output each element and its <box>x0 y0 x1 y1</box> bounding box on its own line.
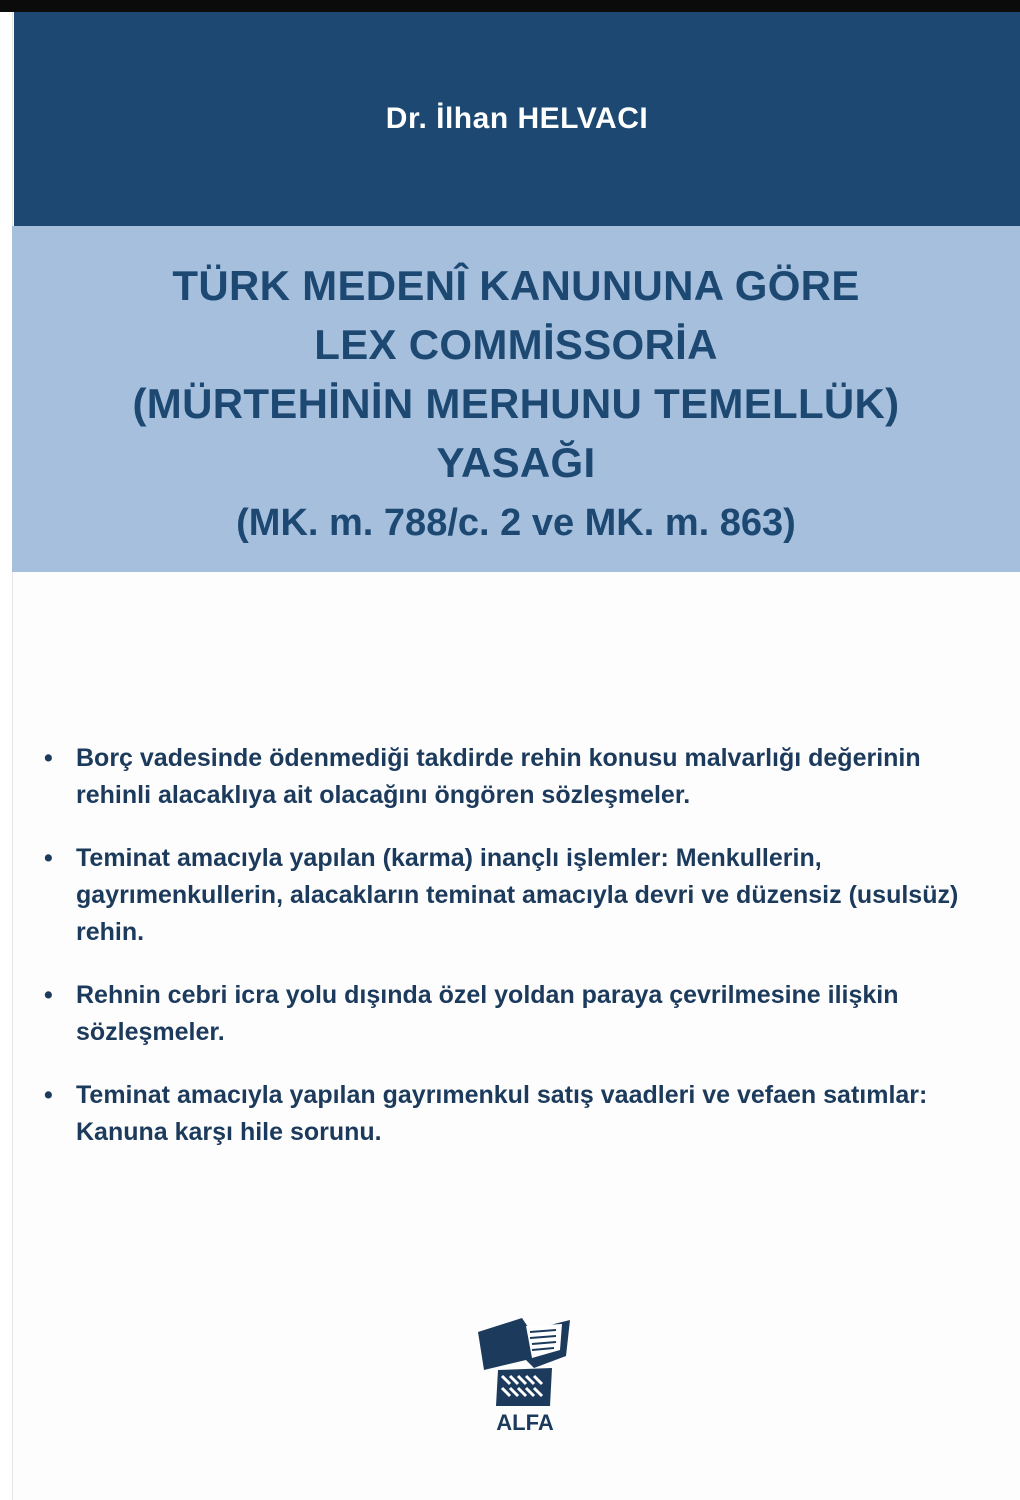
author-name: Dr. İlhan HELVACI <box>385 102 649 135</box>
title-line-2: LEX COMMİSSORİA <box>314 321 718 368</box>
topic-item <box>40 840 1000 951</box>
topic-text: Borç vadesinde ödenmediği takdirde rehin konusu malvarlığı değerinin rehinli alacaklıya ait olacağını öngören sözleşmeler. <box>76 744 921 809</box>
publisher-name: ALFA <box>496 1410 554 1435</box>
topic-item <box>40 977 1000 1051</box>
publisher-logo <box>470 1310 580 1440</box>
bullet-icon: • <box>44 744 53 772</box>
title-band <box>12 226 1020 572</box>
topic-text: Teminat amacıyla yapılan gayrımenkul satış vaadleri ve vefaen satımlar: Kanuna karşı hile sorunu. <box>76 1081 928 1146</box>
author-band <box>14 12 1020 226</box>
book-subtitle: (MK. m. 788/c. 2 ve MK. m. 863) <box>236 502 796 544</box>
bullet-icon: • <box>44 981 53 1009</box>
topic-text: Teminat amacıyla yapılan (karma) inançlı işlemler: Menkullerin, gayrımenkullerin, alacakların teminat amacıyla devri ve düzensiz (usulsüz) rehin. <box>76 844 959 946</box>
topic-item <box>40 740 1000 814</box>
open-book-bird-icon <box>470 1310 580 1410</box>
topic-item <box>40 1077 1000 1151</box>
cover-top-edge <box>0 0 1020 12</box>
bullet-icon: • <box>44 1081 53 1109</box>
book-title <box>12 256 1020 552</box>
topic-text: Rehnin cebri icra yolu dışında özel yoldan paraya çevrilmesine ilişkin sözleşmeler. <box>76 981 899 1046</box>
title-line-1: TÜRK MEDENÎ KANUNUNA GÖRE <box>172 262 860 309</box>
title-line-4: YASAĞI <box>436 439 596 486</box>
title-line-3: (MÜRTEHİNİN MERHUNU TEMELLÜK) <box>132 380 900 427</box>
bullet-icon: • <box>44 844 53 872</box>
topic-list <box>40 740 1000 1177</box>
